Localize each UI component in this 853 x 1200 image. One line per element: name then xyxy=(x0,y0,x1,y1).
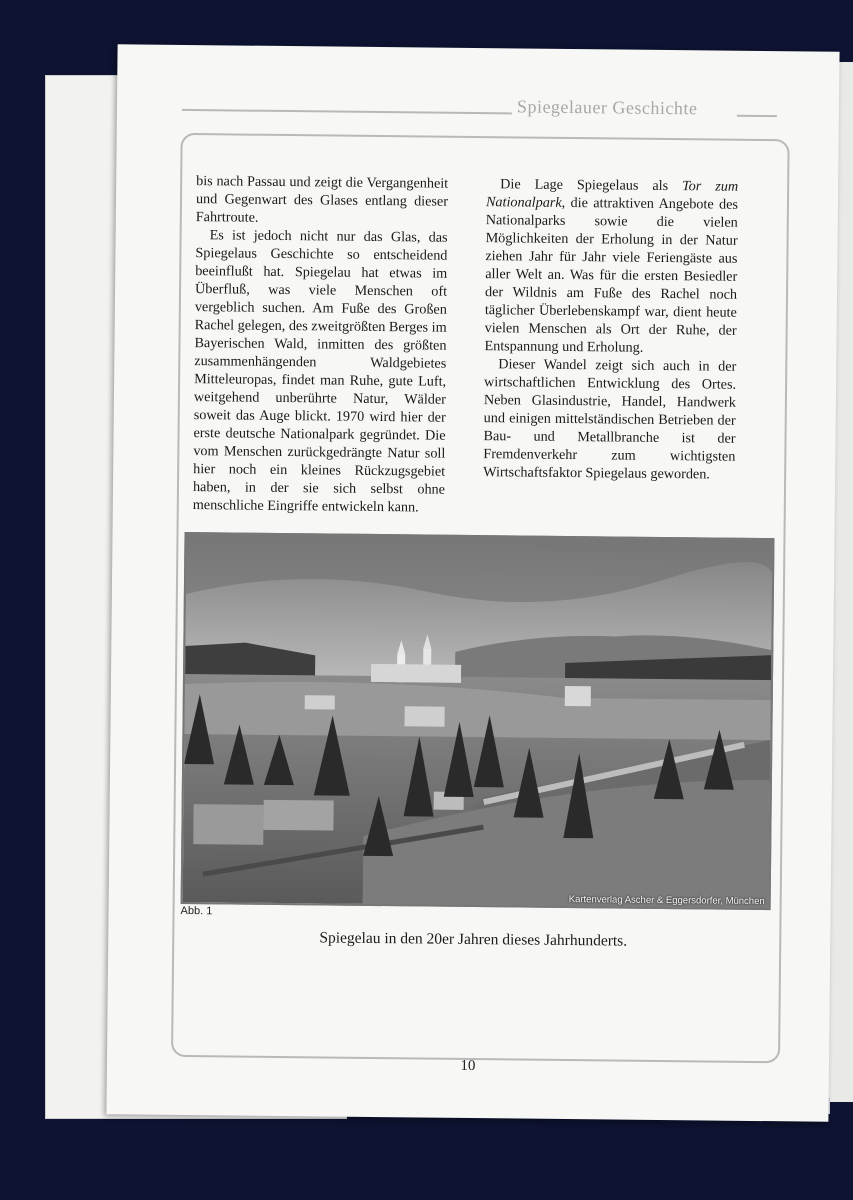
page-number: 10 xyxy=(460,1057,476,1075)
book-page xyxy=(106,44,839,1122)
paragraph: Dieser Wandel zeigt sich auch in der wirtschaftlichen Entwicklung des Ortes. Neben Glasindustrie, Handel, Handwerk und einigen mittelständischen Betrieben der Bau- und Metallbranche ist der Fremdenverkehr zum wichtigsten Wirtschaftsfaktor Spiegelaus geworden. xyxy=(483,356,737,483)
header-rule-left xyxy=(182,109,512,114)
text-run: Die Lage Spiegelaus als xyxy=(500,176,683,195)
paragraph: bis nach Passau und zeigt die Vergangenheit und Gegenwart des Glases entlang dieser Fahrtroute. xyxy=(195,173,449,226)
village-landscape-image xyxy=(183,534,773,908)
text-column-left xyxy=(193,172,449,517)
header-rule-right xyxy=(737,115,777,117)
text-run: , die attraktiven Angebote des Nationalparks sowie die vielen Möglichkeiten der Erholung in der Natur ziehen Jahr für Jahr viele Feriengäste aus aller Welt an. Was für die ersten Besiedler der Wildnis am Fuße des Rachel noch täglicher Überlebenskampf war, dient heute vielen Menschen als Ort der Ruhe, der Entspannung und Erholung. xyxy=(484,194,739,356)
figure-label: Abb. 1 xyxy=(180,904,213,918)
figure-caption: Spiegelau in den 20er Jahren dieses Jahrhunderts. xyxy=(319,929,628,950)
paragraph xyxy=(484,175,738,358)
text-column-right xyxy=(483,175,738,484)
photo-credit: Kartenverlag Ascher & Eggersdorfer, München xyxy=(568,894,765,908)
paragraph: Es ist jedoch nicht nur das Glas, das Spiegelaus Geschichte so entscheidend beeinflußt hat. Spiegelau hat etwas im Überfluß, was viele Menschen oft vergeblich suchen. Am Fuße des Großen Rachel gelegen, des zweitgrößten Berges im Bayerischen Wald, inmitten des größten zusammenhängenden Waldgebietes Mitteleuropas, findet man Ruhe, gute Luft, weitgehend unberührte Natur, Wälder soweit das Auge blickt. 1970 wird hier der erste deutsche Nationalpark gegründet. Die vom Menschen zurückgedrängte Natur soll hier noch ein kleines Rückzugsgebiet haben, in der sie sich selbst ohne menschliche Eingriffe entwickeln kann. xyxy=(192,227,448,516)
emphasis-text: Tor zum Nationalpark xyxy=(485,178,739,211)
historic-photo xyxy=(181,532,775,910)
running-header: Spiegelauer Geschichte xyxy=(516,96,698,119)
